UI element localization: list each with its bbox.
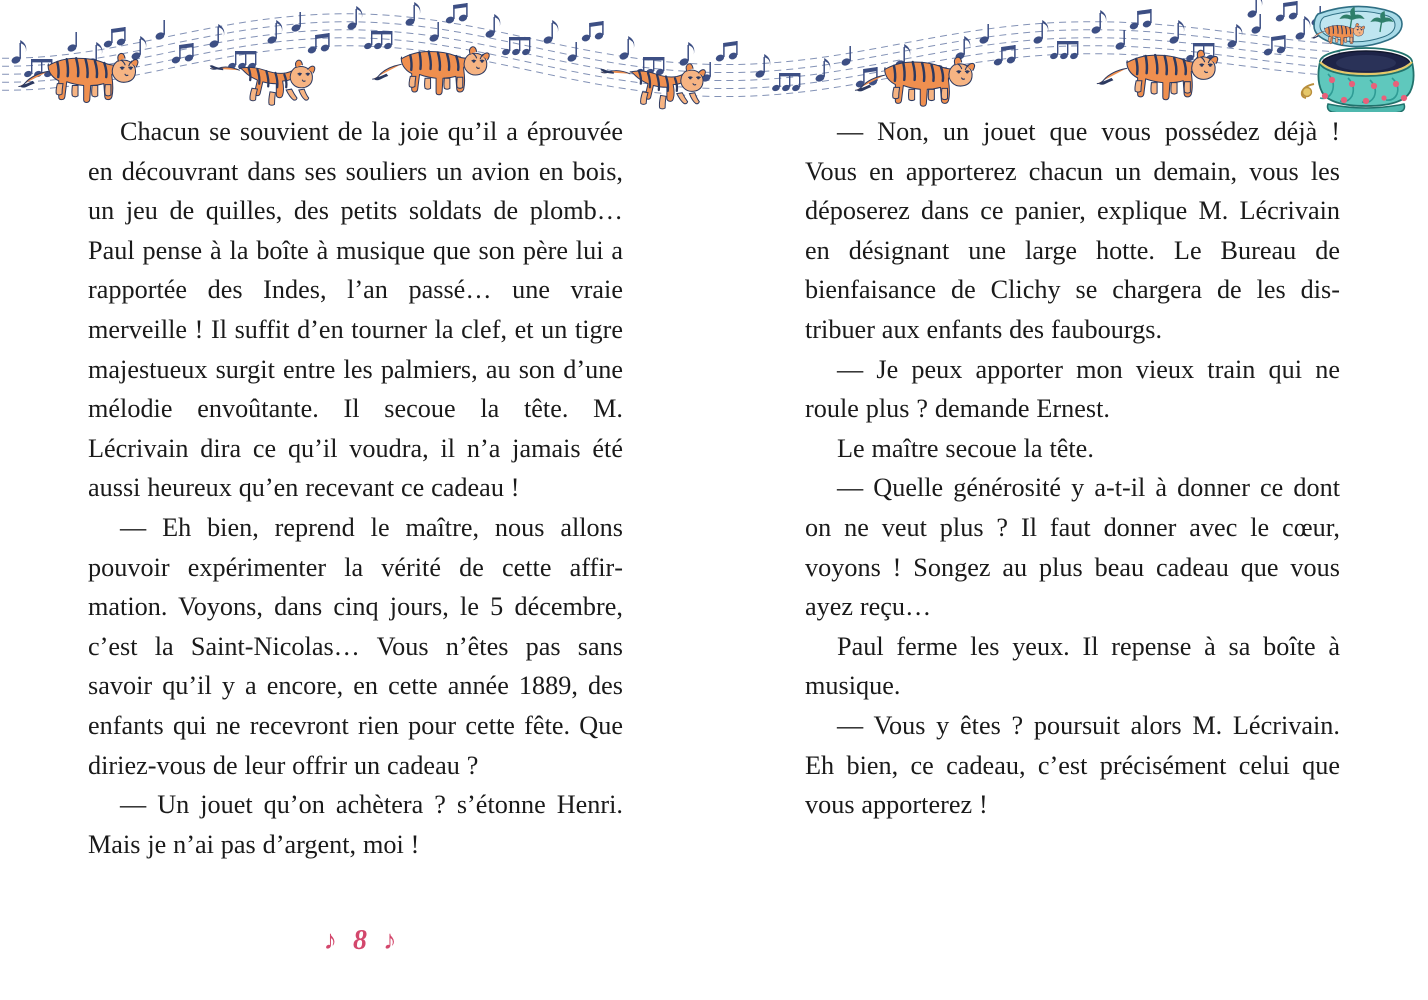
paragraph: — Un jouet qu’on achètera ? s’étonne Henri. Mais je n’ai pas d’argent, moi ! <box>88 790 623 859</box>
tiger-6 <box>1097 50 1217 100</box>
text-column-left <box>88 112 623 864</box>
paragraph: — Quelle générosité y a-t-il à donner ce dont on ne veut plus ? Il faut donner avec le cœur, voyons ! Songez au plus beau cadeau que vous ayez reçu… <box>805 473 1340 622</box>
paragraph: — Non, un jouet que vous possédez déjà ! Vous en apporterez chacun un demain, vous les déposerez dans ce panier, explique M. Lécrivain en désignant une large hotte. Le Bureau de bienfaisance de Clichy se chargera de les distribuer aux enfants des faubourgs. <box>805 117 1340 344</box>
paragraph: Paul ferme les yeux. Il repense à sa boîte à musique. <box>805 631 1340 701</box>
tiger-2 <box>210 60 315 105</box>
paragraph: Chacun se souvient de la joie qu’il a éprouvée en découvrant dans ses souliers un avion en bois, un jeu de quilles, des petits soldats de plomb… Paul pense à la boîte à musique que son père lui a rapportée des Indes, l’an passé… une vraie merveille ! Il suffit d’en tourner la clef, et un tigre majestueux surgit entre les palmiers, au son d’une mélodie envoûtante. Il secoue la tête. M. Lécrivain dira ce qu’il voudra, il n’a jamais été aussi heureux qu’en recevant ce cadeau ! <box>88 117 623 503</box>
page-footer <box>0 915 1428 975</box>
folio <box>250 915 470 967</box>
music-note-icon-left: ♪ <box>323 924 337 955</box>
paragraph: — Je peux apporter mon vieux train qui ne roule plus ? demande Ernest. <box>805 354 1340 424</box>
paragraph: Le maître secoue la tête. <box>837 433 1094 463</box>
paragraph: — Vous y êtes ? poursuit alors M. Lécrivain. Eh bien, ce cadeau, c’est précisément celui que vous apporterez ! <box>805 710 1340 820</box>
text-column-right <box>805 112 1340 825</box>
tigers-music-staff-svg <box>0 0 1428 112</box>
music-box-illustration <box>1302 6 1414 112</box>
page-text-body <box>0 112 1428 902</box>
music-note-icon-right: ♪ <box>383 924 397 955</box>
tiger-3 <box>373 47 490 95</box>
paragraph: — Eh bien, reprend le maître, nous allons pouvoir expérimenter la vérité de cette affirmation. Voyons, dans cinq jours, le 5 décembre, c’est la Saint-Nicolas… Vous n’êtes pas sans savoir qu’il y a encore, en cette année 1889, des enfants qui ne recevront rien pour cette fête. Que diriez-vous de leur offrir un cadeau ? <box>88 512 623 780</box>
header-illustration-banner <box>0 0 1428 112</box>
page-number: 8 <box>353 925 367 956</box>
